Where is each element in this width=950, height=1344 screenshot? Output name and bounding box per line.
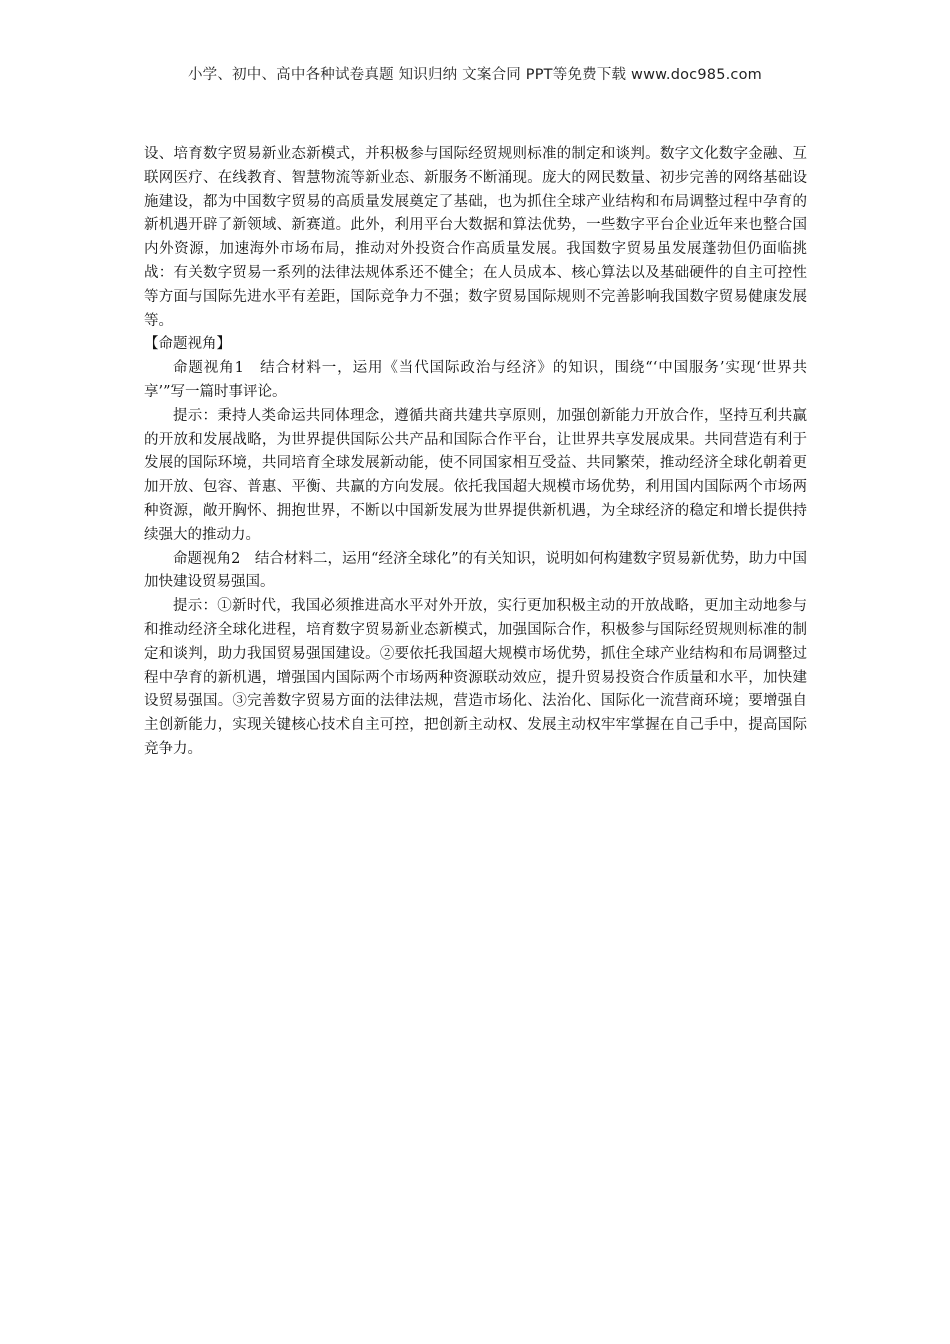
section-heading: 【命题视角】: [144, 336, 231, 353]
perspective-1-question: 命题视角1 结合材料一，运用《当代国际政治与经济》的知识，围绕“‘中国服务’实现‘世界共享’”写一篇时事评论。: [144, 360, 807, 400]
page-header: 小学、初中、高中各种试卷真题 知识归纳 文案合同 PPT等免费下载 www.doc985.com: [187, 67, 763, 83]
perspective-2-question: 命题视角2 结合材料二，运用“经济全球化”的有关知识，说明如何构建数字贸易新优势，助力中国加快建设贸易强国。: [144, 550, 807, 591]
intro-paragraph: 设、培育数字贸易新业态新模式，并积极参与国际经贸规则标准的制定和谈判。数字文化数字金融、互联网医疗、在线教育、智慧物流等新业态、新服务不断涌现。庞大的网民数量、初步完善的网络基础设施建设，都为中国数字贸易的高质量发展奠定了基础，也为抓住全球产业结构和布局调整过程中孕育的新机遇开辟了新领域、新赛道。此外，利用平台大数据和算法优势，一些数字平台企业近年来也整合国内外资源，加速海外市场布局，推动对外投资合作高质量发展。我国数字贸易虽发展蓬勃但仍面临挑战：有关数字贸易一系列的法律法规体系还不健全；在人员成本、核心算法以及基础硬件的自主可控性等方面与国际先进水平有差距，国际竞争力不强；数字贸易国际规则不完善影响我国数字贸易健康发展等。: [144, 146, 807, 329]
document-body: [144, 143, 807, 762]
perspective-2-hint: 提示：①新时代，我国必须推进高水平对外开放，实行更加积极主动的开放战略，更加主动地参与和推动经济全球化进程，培育数字贸易新业态新模式，加强国际合作，积极参与国际经贸规则标准的制定和谈判，助力我国贸易强国建设。②要依托我国超大规模市场优势，抓住全球产业结构和布局调整过程中孕育的新机遇，增强国内国际两个市场两种资源联动效应，提升贸易投资合作质量和水平，加快建设贸易强国。③完善数字贸易方面的法律法规，营造市场化、法治化、国际化一流营商环境；要增强自主创新能力，实现关键核心技术自主可控，把创新主动权、发展主动权牢牢掌握在自己手中，提高国际竞争力。: [144, 598, 807, 757]
perspective-1-hint: 提示：秉持人类命运共同体理念，遵循共商共建共享原则，加强创新能力开放合作，坚持互利共赢的开放和发展战略，为世界提供国际公共产品和国际合作平台，让世界共享发展成果。共同营造有利于发展的国际环境，共同培育全球发展新动能，使不同国家相互受益、共同繁荣，推动经济全球化朝着更加开放、包容、普惠、平衡、共赢的方向发展。依托我国超大规模市场优势，利用国内国际两个市场两种资源，敞开胸怀、拥抱世界，不断以中国新发展为世界提供新机遇，为全球经济的稳定和增长提供持续强大的推动力。: [144, 407, 807, 543]
